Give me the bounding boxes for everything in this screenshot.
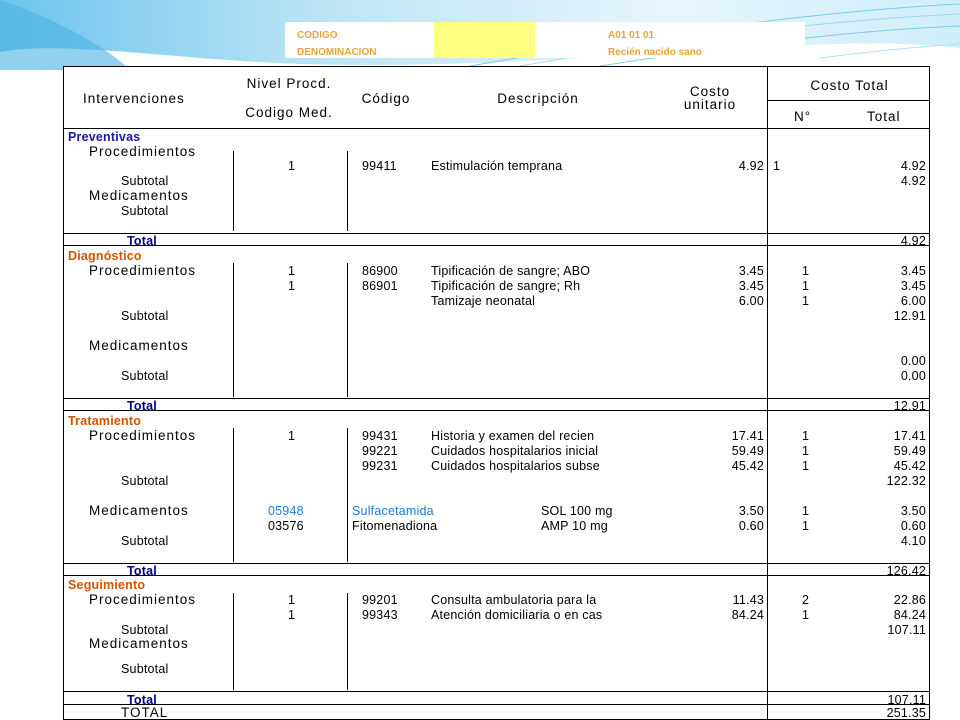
diag-total-1: 3.45 (900, 279, 926, 293)
trat-desc-2: Cuidados hospitalarios subse (431, 459, 600, 473)
trat-med-subtotal: 4.10 (900, 534, 926, 548)
diag-n-1: 1 (802, 279, 810, 293)
diag-total-value: 12.91 (893, 399, 926, 413)
codigo-label: CODIGO (297, 30, 338, 41)
seg-subtotal: 107.11 (887, 623, 926, 637)
seg-total-1: 84.24 (893, 608, 926, 622)
col-costo-total: Costo Total (810, 78, 889, 93)
diag-codigo-0: 86900 (362, 264, 398, 278)
trat-n-1: 1 (802, 444, 810, 458)
prev-nivel: 1 (288, 159, 296, 173)
diag-procedimientos: Procedimientos (89, 263, 197, 278)
denominacion-label: DENOMINACION (297, 47, 377, 58)
col-total: Total (867, 109, 901, 124)
prev-total: 4.92 (900, 159, 926, 173)
diag-nivel-0: 1 (288, 264, 296, 278)
trat-codigo-1: 99221 (362, 444, 398, 458)
codigo-value: A01 01 01 (608, 30, 655, 41)
trat-total-value: 126.42 (886, 564, 926, 578)
trat-costo-1: 59.49 (731, 444, 764, 458)
trat-desc-1: Cuidados hospitalarios inicial (431, 444, 599, 458)
trat-med-subtotal-label: Subtotal (121, 534, 169, 548)
trat-desc-0: Historia y examen del recien (431, 429, 595, 443)
prev-med-subtotal-label: Subtotal (121, 204, 169, 218)
trat-total-label: Total (127, 564, 157, 578)
trat-med-n-0: 1 (802, 504, 810, 518)
diag-subtotal: 12.91 (893, 309, 926, 323)
trat-med-codigo-0: 05948 (268, 504, 304, 518)
seg-total-value: 107.11 (887, 693, 926, 707)
section-tratamiento: Tratamiento (68, 414, 142, 428)
diag-n-0: 1 (802, 264, 810, 278)
seg-desc-0: Consulta ambulatoria para la (431, 593, 597, 607)
prev-medicamentos: Medicamentos (89, 188, 189, 203)
seg-n-0: 2 (802, 593, 810, 607)
seg-nivel-1: 1 (288, 608, 296, 622)
diag-medicamentos: Medicamentos (89, 338, 189, 353)
col-costo: Costo (689, 84, 731, 99)
prev-codigo: 99411 (362, 159, 397, 173)
trat-med-desc-1: Fitomenadiona (352, 519, 438, 533)
seg-nivel-0: 1 (288, 593, 296, 607)
col-codigo: Código (361, 91, 411, 106)
col-descripcion: Descripción (497, 91, 579, 106)
header-box (285, 22, 805, 58)
grand-total-label: TOTAL (121, 705, 169, 720)
prev-desc: Estimulación temprana (431, 159, 563, 173)
trat-codigo-0: 99431 (362, 429, 398, 443)
trat-med-total-0: 3.50 (900, 504, 926, 518)
trat-med-n-1: 1 (802, 519, 810, 533)
prev-subtotal-label: Subtotal (121, 174, 169, 188)
trat-med-desc-0: Sulfacetamida (352, 504, 434, 518)
diag-subtotal-label: Subtotal (121, 309, 169, 323)
col-nivel: Nivel Procd. (246, 76, 332, 91)
diag-desc-2: Tamizaje neonatal (431, 294, 536, 308)
prev-total-value: 4.92 (900, 234, 926, 248)
trat-med-total-1: 0.60 (900, 519, 926, 533)
section-preventivas: Preventivas (68, 130, 141, 144)
diag-costo-0: 3.45 (738, 264, 764, 278)
seg-n-1: 1 (802, 608, 810, 622)
seg-medicamentos: Medicamentos (89, 636, 189, 651)
diag-med-value: 0.00 (900, 354, 926, 368)
trat-total-0: 17.41 (893, 429, 926, 443)
seg-subtotal-label: Subtotal (121, 623, 169, 637)
section-diagnostico: Diagnóstico (68, 249, 142, 263)
trat-n-2: 1 (802, 459, 810, 473)
prev-costo: 4.92 (738, 159, 764, 173)
trat-n-0: 1 (802, 429, 810, 443)
trat-med-codigo-1: 03576 (268, 519, 304, 533)
prev-subtotal: 4.92 (900, 174, 926, 188)
trat-med-costo-1: 0.60 (738, 519, 764, 533)
diag-desc-0: Tipificación de sangre; ABO (431, 264, 591, 278)
seg-costo-1: 84.24 (731, 608, 764, 622)
seg-costo-0: 11.43 (732, 593, 764, 607)
col-unitario: unitario (683, 97, 737, 112)
diag-med-subtotal-label: Subtotal (121, 369, 169, 383)
seg-total-0: 22.86 (893, 593, 926, 607)
diag-codigo-1: 86901 (362, 279, 398, 293)
trat-med-pres-0: SOL 100 mg (541, 504, 613, 518)
seg-total-label: Total (127, 693, 157, 707)
col-codigo-med: Codigo Med. (245, 105, 333, 120)
trat-subtotal-label: Subtotal (121, 474, 169, 488)
seg-med-subtotal-label: Subtotal (121, 662, 169, 676)
seg-codigo-1: 99343 (362, 608, 398, 622)
diag-nivel-1: 1 (288, 279, 296, 293)
trat-procedimientos: Procedimientos (89, 428, 197, 443)
header-highlight (434, 22, 535, 58)
trat-medicamentos: Medicamentos (89, 503, 189, 518)
denominacion-value: Recién nacido sano (608, 47, 702, 58)
diag-n-2: 1 (802, 294, 810, 308)
grand-total-value: 251.35 (886, 706, 926, 720)
seg-desc-1: Atención domiciliaria o en cas (431, 608, 603, 622)
trat-costo-0: 17.41 (731, 429, 764, 443)
diag-total-2: 6.00 (900, 294, 926, 308)
diag-desc-1: Tipificación de sangre; Rh (431, 279, 581, 293)
diag-total-0: 3.45 (900, 264, 926, 278)
trat-total-1: 59.49 (893, 444, 926, 458)
diag-costo-1: 3.45 (738, 279, 764, 293)
section-seguimiento: Seguimiento (68, 578, 146, 592)
trat-codigo-2: 99231 (362, 459, 398, 473)
diag-costo-2: 6.00 (738, 294, 764, 308)
trat-med-pres-1: AMP 10 mg (541, 519, 608, 533)
cost-table (63, 66, 930, 720)
prev-n: 1 (773, 159, 781, 173)
col-intervenciones: Intervenciones (83, 91, 185, 106)
seg-procedimientos: Procedimientos (89, 592, 197, 607)
preventivas-procedimientos: Procedimientos (89, 144, 197, 159)
trat-total-2: 45.42 (893, 459, 926, 473)
seg-codigo-0: 99201 (362, 593, 398, 607)
trat-med-costo-0: 3.50 (738, 504, 764, 518)
trat-costo-2: 45.42 (731, 459, 764, 473)
trat-subtotal: 122.32 (886, 474, 926, 488)
diag-med-subtotal: 0.00 (900, 369, 926, 383)
col-numero: N° (794, 109, 812, 124)
trat-nivel-0: 1 (288, 429, 296, 443)
diag-total-label: Total (127, 399, 157, 413)
prev-total-label: Total (127, 234, 157, 248)
